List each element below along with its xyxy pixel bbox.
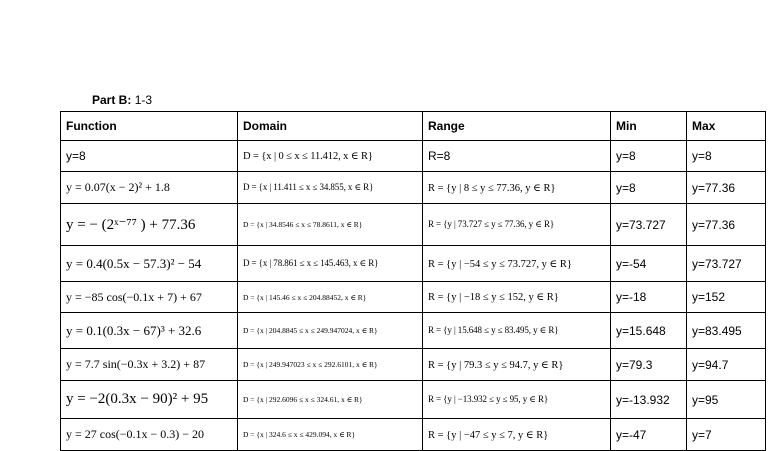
range-cell: R = {y | 79.3 ≤ y ≤ 94.7, y ∈ R} [423, 349, 611, 381]
min-cell: y=-18 [611, 282, 687, 313]
header-row [61, 112, 766, 141]
function-cell: y = − (2ˣ⁻⁷⁷ ) + 77.36 [61, 204, 238, 246]
table-row [61, 419, 766, 451]
domain-cell: D = {x | 78.861 ≤ x ≤ 145.463, x ∈ R} [238, 246, 423, 282]
range-cell: R = {y | 73.727 ≤ y ≤ 77.36, y ∈ R} [423, 204, 611, 246]
table-row [61, 381, 766, 419]
max-cell: y=8 [687, 141, 766, 172]
range-cell: R = {y | −18 ≤ y ≤ 152, y ∈ R} [423, 282, 611, 313]
table-row [61, 282, 766, 313]
domain-cell: D = {x | 292.6096 ≤ x ≤ 324.61, x ∈ R} [238, 381, 423, 419]
domain-cell: D = {x | 249.947023 ≤ x ≤ 292.6101, x ∈ R} [238, 349, 423, 381]
domain-cell: D = {x | 0 ≤ x ≤ 11.412, x ∈ R} [238, 141, 423, 172]
range-cell: R = {y | −13.932 ≤ y ≤ 95, y ∈ R} [423, 381, 611, 419]
table-row [61, 172, 766, 204]
range-cell: R = {y | 8 ≤ y ≤ 77.36, y ∈ R} [423, 172, 611, 204]
part-title [92, 93, 152, 107]
table-row [61, 313, 766, 349]
min-cell: y=73.727 [611, 204, 687, 246]
max-cell: y=95 [687, 381, 766, 419]
function-cell: y = 0.4(0.5x − 57.3)² − 54 [61, 246, 238, 282]
domain-cell: D = {x | 145.46 ≤ x ≤ 204.88452, x ∈ R} [238, 282, 423, 313]
function-cell: y = −2(0.3x − 90)² + 95 [61, 381, 238, 419]
min-cell: y=79.3 [611, 349, 687, 381]
table-row [61, 141, 766, 172]
function-cell: y=8 [61, 141, 238, 172]
min-cell: y=-47 [611, 419, 687, 451]
function-cell: y = −85 cos(−0.1x + 7) + 67 [61, 282, 238, 313]
min-cell: y=8 [611, 141, 687, 172]
header-max: Max [687, 112, 766, 141]
min-cell: y=15.648 [611, 313, 687, 349]
max-cell: y=77.36 [687, 204, 766, 246]
function-cell: y = 7.7 sin(−0.3x + 3.2) + 87 [61, 349, 238, 381]
range-cell: R = {y | −54 ≤ y ≤ 73.727, y ∈ R} [423, 246, 611, 282]
max-cell: y=94.7 [687, 349, 766, 381]
function-cell: y = 0.1(0.3x − 67)³ + 32.6 [61, 313, 238, 349]
header-domain: Domain [238, 112, 423, 141]
functions-table [60, 111, 766, 451]
max-cell: y=83.495 [687, 313, 766, 349]
min-cell: y=-13.932 [611, 381, 687, 419]
range-cell: R = {y | 15.648 ≤ y ≤ 83.495, y ∈ R} [423, 313, 611, 349]
header-range: Range [423, 112, 611, 141]
part-range: 1-3 [134, 93, 153, 107]
max-cell: y=77.36 [687, 172, 766, 204]
domain-cell: D = {x | 204.8845 ≤ x ≤ 249.947024, x ∈ R} [238, 313, 423, 349]
domain-cell: D = {x | 11.411 ≤ x ≤ 34.855, x ∈ R} [238, 172, 423, 204]
min-cell: y=-54 [611, 246, 687, 282]
domain-cell: D = {x | 34.8546 ≤ x ≤ 78.8611, x ∈ R} [238, 204, 423, 246]
max-cell: y=7 [687, 419, 766, 451]
function-cell: y = 0.07(x − 2)² + 1.8 [61, 172, 238, 204]
max-cell: y=152 [687, 282, 766, 313]
range-cell: R=8 [423, 141, 611, 172]
header-function: Function [61, 112, 238, 141]
table-row [61, 246, 766, 282]
function-cell: y = 27 cos(−0.1x − 0.3) − 20 [61, 419, 238, 451]
table-row [61, 349, 766, 381]
header-min: Min [611, 112, 687, 141]
part-label: Part B: [92, 93, 132, 107]
domain-cell: D = {x | 324.6 ≤ x ≤ 429.094, x ∈ R} [238, 419, 423, 451]
max-cell: y=73.727 [687, 246, 766, 282]
table-row [61, 204, 766, 246]
range-cell: R = {y | −47 ≤ y ≤ 7, y ∈ R} [423, 419, 611, 451]
min-cell: y=8 [611, 172, 687, 204]
